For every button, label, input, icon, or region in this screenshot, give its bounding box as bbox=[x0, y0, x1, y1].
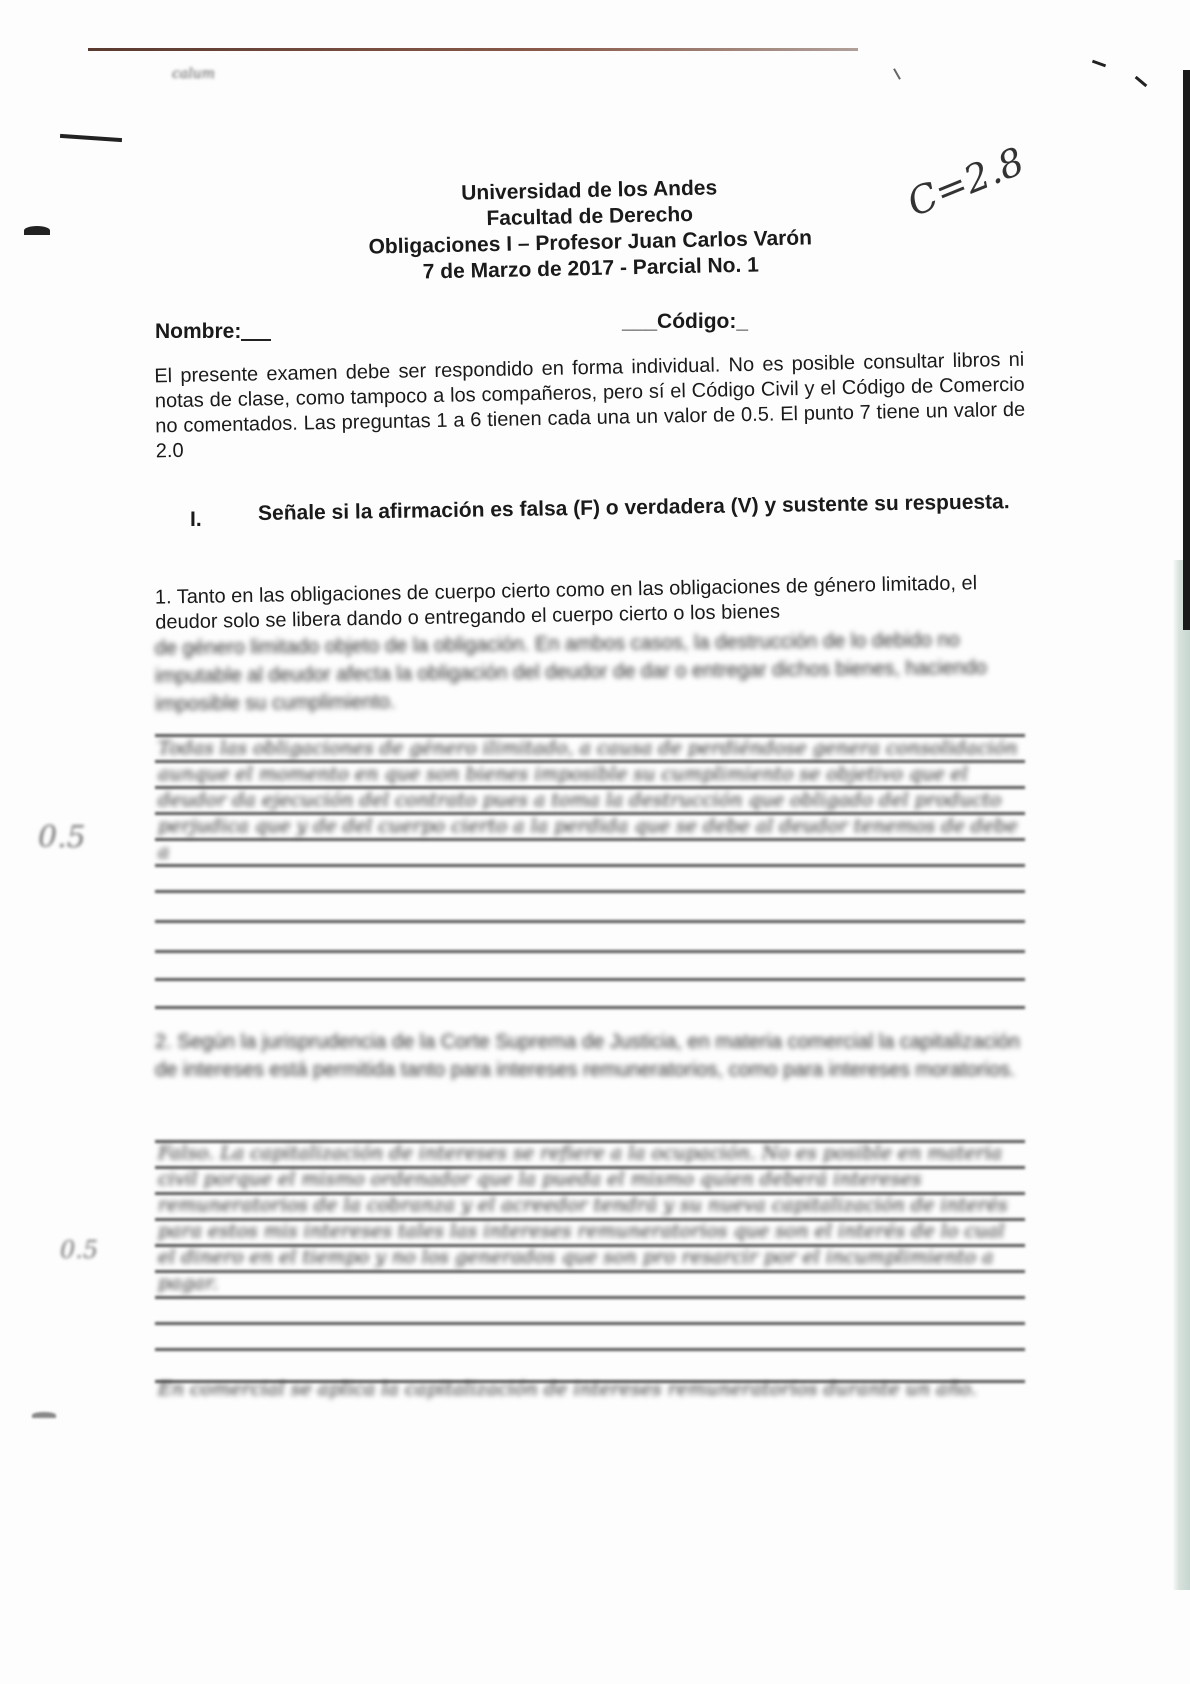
name-label: Nombre: bbox=[155, 320, 242, 343]
code-field bbox=[622, 310, 748, 334]
handwritten-answer-2: Falso. La capitalización de intereses se refiere a la ocupación. No es posible en materia civil porque el mismo ordenador que la pueda el mismo quien deberá intereses remuneratorios de la cobranza y el acreedor tendrá y su nueva capitalización de interés para estos mis intereses tales las intereses remuneratorios que son el interés de lo cual el dinero en el tiempo y no los generados que son pro resarcir por el incumplimiento a pagar. bbox=[158, 1142, 1008, 1294]
side-score-1: 0.5 bbox=[38, 820, 86, 855]
exam-instructions: El presente examen debe ser respondido en forma individual. No es posible consultar libros ni notas de clase, como tampoco a los compañeros, pero sí el Código Civil y el Código de Comercio no comentados. Las preguntas 1 a 6 tienen cada una un valor de 0.5. El punto 7 tiene un valor de 2.0 bbox=[154, 348, 1026, 463]
name-blank bbox=[241, 339, 271, 341]
margin-mark bbox=[1135, 76, 1148, 87]
course-professor: Obligaciones I – Profesor Juan Carlos Varón bbox=[368, 226, 813, 259]
top-scribble: calum bbox=[172, 66, 215, 82]
answer-line bbox=[155, 1296, 1025, 1299]
scan-right-border bbox=[1183, 70, 1190, 630]
section-number: I. bbox=[190, 508, 202, 531]
handwritten-answer-2-note: En comercial se aplica la capitalización de intereses remuneratorios durante un año. bbox=[158, 1378, 977, 1400]
margin-mark bbox=[60, 134, 122, 142]
name-field bbox=[155, 320, 271, 344]
answer-line bbox=[155, 890, 1025, 893]
answer-line bbox=[155, 1006, 1025, 1009]
handwritten-answer-1: Todas las obligaciones de género ilimitado, a causa de perdiéndose genera consolidación aunque el momento en que son bienes imposible su cumplimiento se objetivo que el deudor da ejecución del contrato pues a toma la destrucción que obligado del producto perjudica que y de del cuerpo cierto a la perdida que se debe al deudor tenemos de debe a bbox=[158, 737, 1018, 863]
university-name: Universidad de los Andes bbox=[460, 176, 718, 205]
code-label: ___Código:_ bbox=[622, 310, 749, 333]
answer-line bbox=[155, 1348, 1025, 1351]
scan-right-edge bbox=[1172, 560, 1190, 1590]
margin-mark bbox=[893, 68, 901, 79]
answer-line bbox=[155, 1322, 1025, 1325]
answer-line bbox=[155, 950, 1025, 953]
question-1-continuation: de género limitado objeto de la obligación. En ambos casos, la destrucción de lo debido no imputable al deudor afecta la obligación del deudor de dar o entregar dichos bienes, haciendo imposible su cumplimiento. bbox=[154, 629, 987, 716]
section-title: Señale si la afirmación es falsa (F) o verdadera (V) y sustente su respuesta. bbox=[257, 490, 1010, 526]
faculty-name: Facultad de Derecho bbox=[486, 202, 694, 231]
margin-mark bbox=[1092, 60, 1106, 68]
side-score-2: 0.5 bbox=[60, 1236, 99, 1264]
answer-line bbox=[155, 978, 1025, 981]
question-2: 2. Según la jurisprudencia de la Corte Suprema de Justicia, en materia comercial la capitalización de intereses está permitida tanto para intereses remuneratorios, como para intereses moratorios. bbox=[155, 1031, 1020, 1081]
exam-header bbox=[329, 173, 851, 288]
margin-mark bbox=[32, 1412, 56, 1418]
handwritten-grade: C=2.8 bbox=[901, 138, 1031, 226]
answer-line bbox=[155, 920, 1025, 923]
margin-mark bbox=[24, 226, 50, 235]
exam-date: 7 de Marzo de 2017 - Parcial No. 1 bbox=[422, 253, 760, 284]
scan-top-edge-line bbox=[88, 48, 858, 51]
question-1: 1. Tanto en las obligaciones de cuerpo cierto como en las obligaciones de género limitado, el deudor solo se libera dando o entregando el cuerpo cierto o los bienes bbox=[154, 572, 978, 634]
